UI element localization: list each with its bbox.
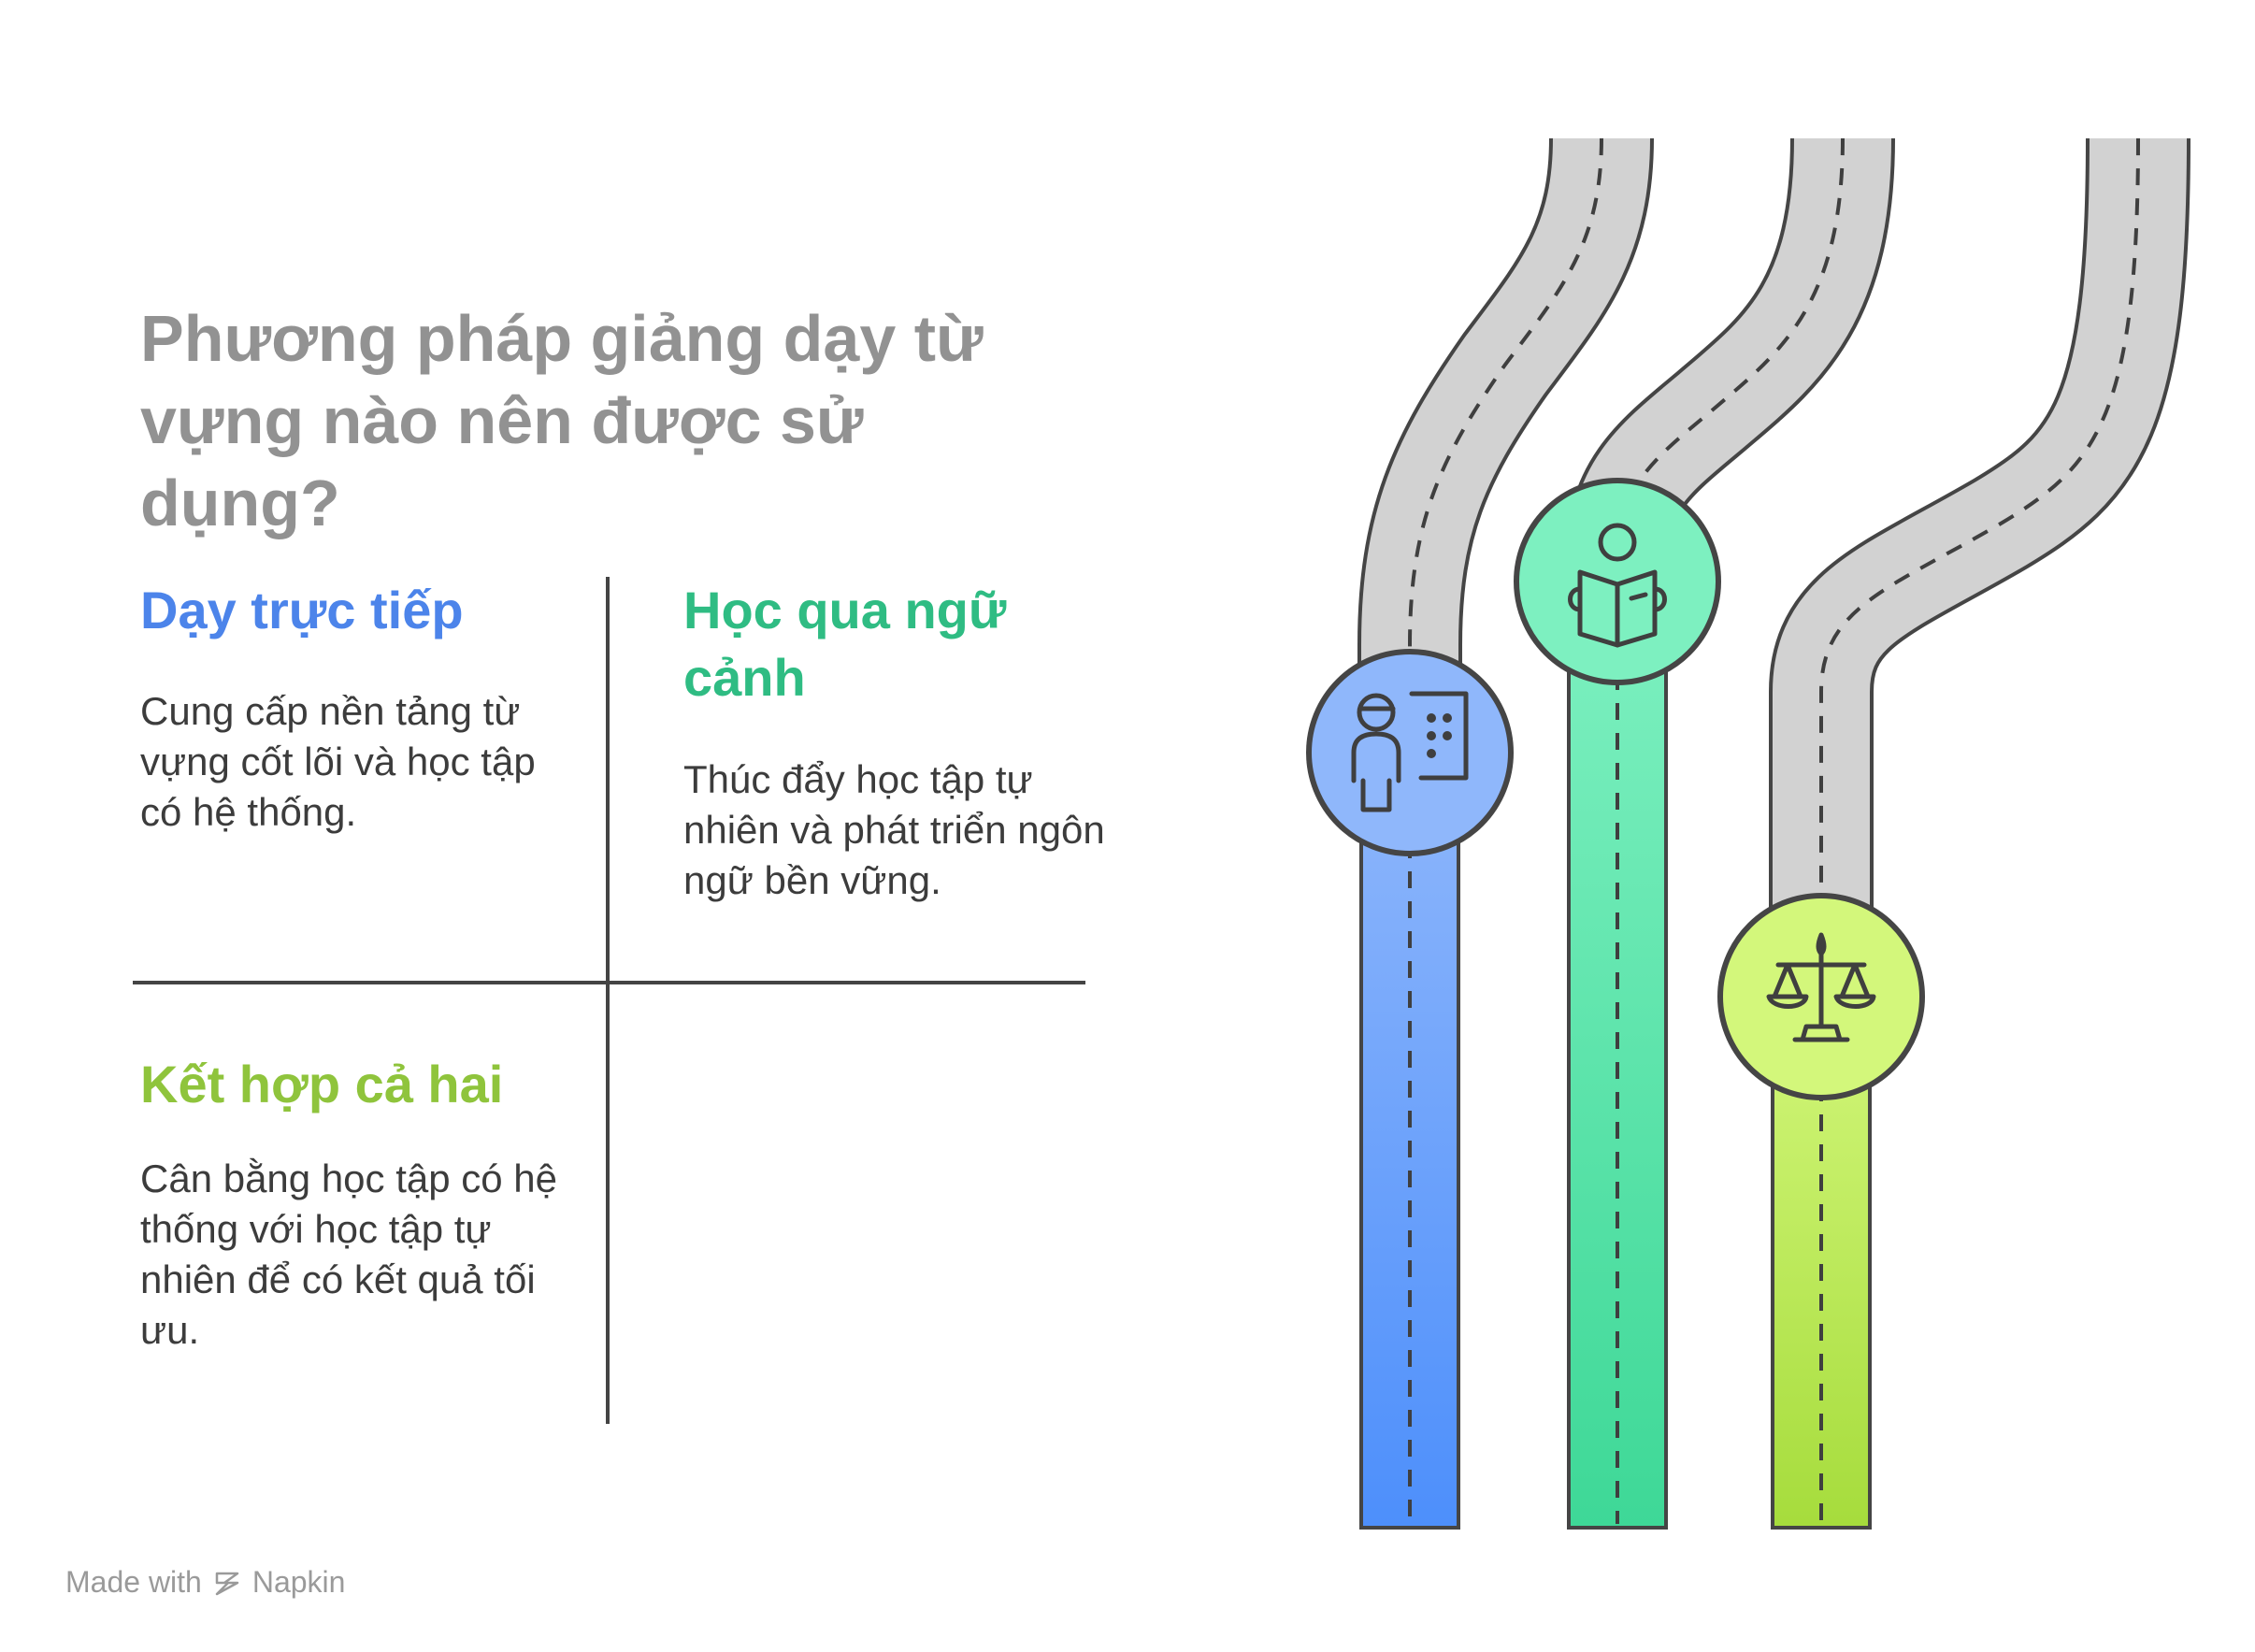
teacher-board-icon xyxy=(1309,652,1511,854)
napkin-brand-label: Napkin xyxy=(251,1565,346,1599)
balance-scale-icon xyxy=(1720,896,1922,1098)
made-with-napkin-footer xyxy=(65,1565,345,1600)
quadrant-heading-direct-teaching: Dạy trực tiếp xyxy=(140,581,464,639)
quadrant-description-contextual-learning: Thúc đẩy học tập tự nhiên và phát triển ngôn ngữ bền vững. xyxy=(683,757,1105,902)
quadrant-description-combined: Cân bằng học tập có hệ thống với học tập tự nhiên để có kết quả tối ưu. xyxy=(140,1156,558,1352)
page-title: Phương pháp giảng dạy từ vựng nào nên được sử dụng? xyxy=(140,302,984,539)
quadrant-heading-contextual-learning: Học qua ngữ cảnh xyxy=(683,581,1007,707)
quadrant-heading-combined: Kết hợp cả hai xyxy=(140,1055,504,1113)
quadrant-description-direct-teaching: Cung cấp nền tảng từ vựng cốt lõi và học tập có hệ thống. xyxy=(140,689,536,834)
made-with-label: Made with xyxy=(65,1565,202,1599)
person-reading-book-icon xyxy=(1516,481,1718,682)
napkin-logo-icon xyxy=(213,1569,241,1597)
